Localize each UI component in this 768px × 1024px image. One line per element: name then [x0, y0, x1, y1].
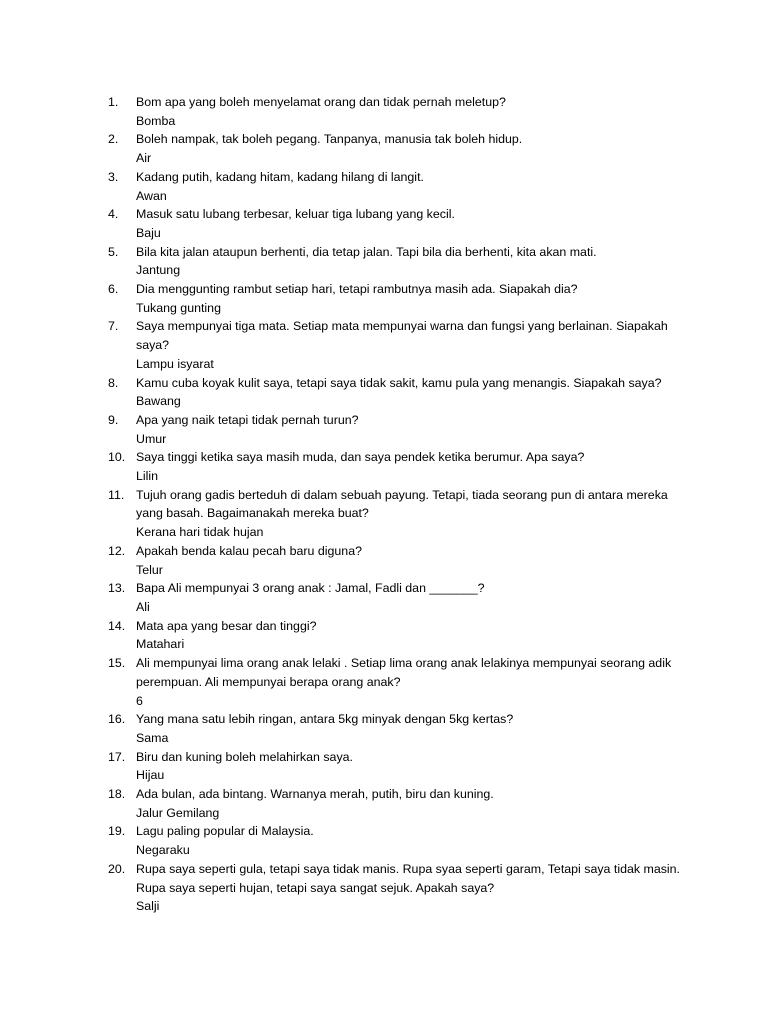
question-text: Masuk satu lubang terbesar, keluar tiga lubang yang kecil. [136, 207, 455, 222]
question-text: Apakah benda kalau pecah baru diguna? [136, 543, 362, 558]
item-number: 16. [108, 712, 126, 727]
answer-text: Jantung [136, 263, 181, 278]
list-item [108, 542, 680, 579]
item-number: 5. [108, 244, 119, 259]
question-text: Bila kita jalan ataupun berhenti, dia tetap jalan. Tapi bila dia berhenti, kita akan mati. [136, 244, 597, 259]
item-number: 10. [108, 450, 126, 465]
answer-text: Air [136, 151, 152, 166]
item-number: 15. [108, 656, 126, 671]
list-item [108, 579, 680, 616]
item-number: 6. [108, 282, 119, 297]
answer-text: Lilin [136, 469, 159, 484]
item-number: 14. [108, 618, 126, 633]
list-item [108, 411, 680, 448]
item-number: 7. [108, 319, 119, 334]
question-text: Kadang putih, kadang hitam, kadang hilang di langit. [136, 169, 424, 184]
question-text: Dia menggunting rambut setiap hari, tetapi rambutnya masih ada. Siapakah dia? [136, 282, 578, 297]
answer-text: Jalur Gemilang [136, 805, 220, 820]
answer-text: Hijau [136, 768, 165, 783]
list-item [108, 448, 680, 485]
list-item [108, 822, 680, 859]
answer-text: Negaraku [136, 843, 190, 858]
list-item [108, 785, 680, 822]
list-item [108, 654, 680, 710]
question-text: Tujuh orang gadis berteduh di dalam sebuah payung. Tetapi, tiada seorang pun di antara mereka yang basah. Bagaimanakah mereka buat? [136, 487, 668, 521]
list-item [108, 317, 680, 373]
answer-text: Salji [136, 899, 160, 914]
item-number: 13. [108, 581, 126, 596]
question-text: Bapa Ali mempunyai 3 orang anak : Jamal, Fadli dan _______? [136, 581, 485, 596]
question-text: Rupa saya seperti gula, tetapi saya tidak manis. Rupa syaa seperti garam, Tetapi saya tidak masin. Rupa saya seperti hujan, tetapi saya sangat sejuk. Apakah saya? [136, 861, 680, 895]
answer-text: Ali [136, 599, 150, 614]
question-text: Ali mempunyai lima orang anak lelaki . Setiap lima orang anak lelakinya mempunyai seorang adik perempuan. Ali mempunyai berapa orang anak? [136, 656, 672, 689]
list-item [108, 280, 680, 317]
item-number: 11. [108, 487, 125, 502]
answer-text: Umur [136, 431, 167, 446]
item-number: 12. [108, 543, 126, 558]
question-text: Lagu paling popular di Malaysia. [136, 824, 314, 839]
item-number: 18. [108, 787, 126, 802]
list-item [108, 486, 680, 542]
answer-text: Lampu isyarat [136, 356, 214, 371]
answer-text: Tukang gunting [136, 300, 221, 315]
item-number: 20. [108, 861, 126, 876]
item-number: 17. [108, 749, 126, 764]
item-number: 19. [108, 824, 126, 839]
item-number: 3. [108, 169, 119, 184]
question-text: Ada bulan, ada bintang. Warnanya merah, putih, biru dan kuning. [136, 787, 494, 802]
answer-text: 6 [136, 693, 143, 708]
question-text: Mata apa yang besar dan tinggi? [136, 618, 317, 633]
answer-text: Sama [136, 730, 169, 745]
answer-text: Awan [136, 188, 167, 203]
answer-text: Bomba [136, 113, 176, 128]
question-text: Kamu cuba koyak kulit saya, tetapi saya tidak sakit, kamu pula yang menangis. Siapakah saya? [136, 375, 662, 390]
question-text: Saya tinggi ketika saya masih muda, dan saya pendek ketika berumur. Apa saya? [136, 450, 585, 465]
list-item [108, 617, 680, 654]
answer-text: Bawang [136, 394, 181, 409]
list-item [108, 93, 680, 130]
question-text: Boleh nampak, tak boleh pegang. Tanpanya, manusia tak boleh hidup. [136, 132, 523, 147]
answer-text: Telur [136, 562, 163, 577]
answer-text: Kerana hari tidak hujan [136, 525, 264, 540]
list-item [108, 205, 680, 242]
question-text: Apa yang naik tetapi tidak pernah turun? [136, 412, 359, 427]
item-number: 1. [108, 95, 119, 109]
list-item [108, 710, 680, 747]
question-text: Bom apa yang boleh menyelamat orang dan tidak pernah meletup? [136, 95, 506, 109]
item-number: 4. [108, 207, 119, 222]
list-item [108, 860, 680, 916]
item-number: 2. [108, 132, 119, 147]
list-item [108, 374, 680, 411]
list-item [108, 168, 680, 205]
item-number: 8. [108, 375, 119, 390]
riddle-list [108, 93, 680, 916]
question-text: Saya mempunyai tiga mata. Setiap mata mempunyai warna dan fungsi yang berlainan. Siapakah saya? [136, 319, 668, 353]
list-item [108, 243, 680, 280]
answer-text: Matahari [136, 637, 185, 652]
answer-text: Baju [136, 225, 161, 240]
list-item [108, 130, 680, 167]
question-text: Yang mana satu lebih ringan, antara 5kg minyak dengan 5kg kertas? [136, 712, 514, 727]
item-number: 9. [108, 412, 119, 427]
list-item [108, 748, 680, 785]
question-text: Biru dan kuning boleh melahirkan saya. [136, 749, 353, 764]
